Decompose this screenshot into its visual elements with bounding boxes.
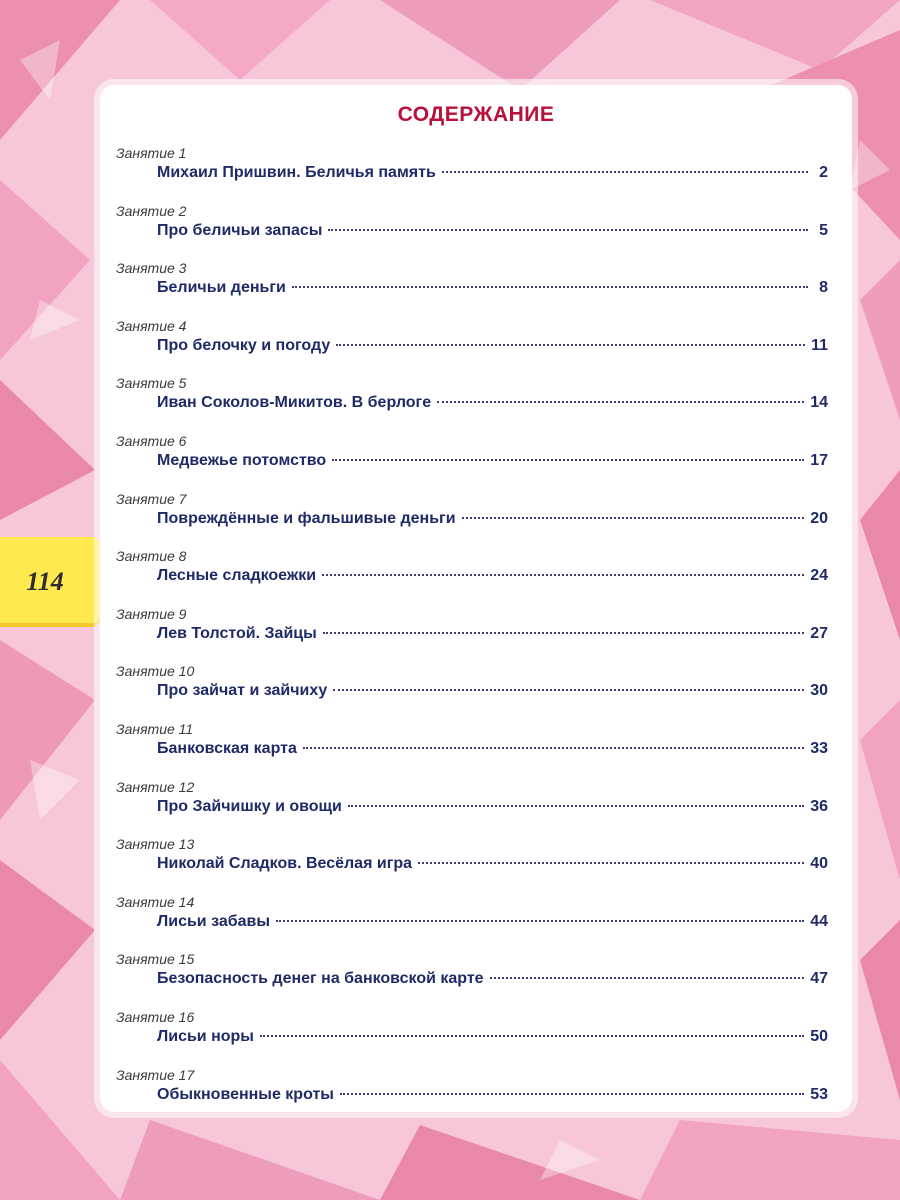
page-reference: 24 [810,567,828,585]
toc-row [157,164,828,182]
toc-row [157,510,828,528]
dot-leader [328,229,808,231]
page-reference: 5 [819,221,828,239]
lesson-title: Повреждённые и фальшивые деньги [157,509,456,527]
lesson-title: Про беличьи запасы [157,221,323,239]
lesson-title: Лисьи норы [157,1027,254,1045]
dot-leader [276,920,804,922]
page-reference: 53 [810,1085,828,1103]
page-reference: 33 [810,739,828,757]
toc-entry[interactable] [100,487,852,545]
lesson-label: Занятие 3 [116,260,187,277]
lesson-title: Беличьи деньги [157,279,286,297]
toc-entry[interactable] [100,775,852,833]
page-reference: 8 [819,279,828,297]
toc-entry[interactable] [100,314,852,372]
contents-title: СОДЕРЖАНИЕ [397,103,555,126]
lesson-title: Медвежье потомство [157,451,327,469]
toc-entry[interactable] [100,602,852,660]
toc-row [157,1086,828,1104]
page-reference: 36 [810,797,828,815]
toc-entry[interactable] [100,947,852,1005]
dot-leader [340,1093,804,1095]
toc-entry[interactable] [100,717,852,775]
contents-panel [100,85,852,1112]
toc-entry[interactable] [100,544,852,602]
lesson-label: Занятие 2 [116,202,187,219]
toc-entry[interactable] [100,890,852,948]
lesson-label: Занятие 4 [116,317,187,334]
dot-leader [490,977,805,979]
page-reference: 30 [810,682,828,700]
dot-leader [336,344,805,346]
toc-row [157,452,828,470]
lesson-title: Про зайчат и зайчиху [157,682,328,700]
toc-entry[interactable] [100,199,852,257]
dot-leader [322,574,804,576]
toc-entry[interactable] [100,1063,852,1121]
contents-list [100,141,852,1120]
dot-leader [442,171,808,173]
lesson-label: Занятие 13 [116,836,195,853]
lesson-label: Занятие 14 [116,893,195,910]
dot-leader [348,805,804,807]
lesson-title: Про белочку и погоду [157,336,331,354]
page-reference: 2 [819,164,828,181]
lesson-label: Занятие 6 [116,432,187,449]
toc-row [157,625,828,643]
toc-entry[interactable] [100,1005,852,1063]
dot-leader [462,517,805,519]
lesson-label: Занятие 8 [116,548,187,565]
page-reference: 50 [810,1027,828,1045]
page-number-tab [0,537,100,627]
toc-row [157,740,828,758]
lesson-label: Занятие 12 [116,778,195,795]
toc-row [157,222,828,240]
lesson-label: Занятие 5 [116,375,187,392]
lesson-title: Лисьи забавы [157,912,270,930]
lesson-title: Николай Сладков. Весёлая игра [157,855,413,873]
toc-entry[interactable] [100,371,852,429]
lesson-title: Лев Толстой. Зайцы [157,624,317,642]
toc-row [157,567,828,585]
lesson-title: Михаил Пришвин. Беличья память [157,164,436,181]
lesson-title: Лесные сладкоежки [157,567,317,585]
page-reference: 47 [810,970,828,988]
page-reference: 27 [810,624,828,642]
toc-row [157,913,828,931]
lesson-title: Безопасность денег на банковской карте [157,970,484,988]
dot-leader [303,747,804,749]
lesson-label: Занятие 11 [116,720,194,737]
lesson-label: Занятие 16 [116,1008,195,1025]
dot-leader [323,632,804,634]
page-reference: 20 [810,509,828,527]
lesson-title: Обыкновенные кроты [157,1085,334,1103]
page-reference: 40 [810,855,828,873]
page-number: 114 [26,567,64,596]
toc-entry[interactable] [100,256,852,314]
toc-row [157,279,828,297]
toc-row [157,970,828,988]
dot-leader [292,286,808,288]
lesson-label: Занятие 10 [116,663,195,680]
lesson-label: Занятие 9 [116,605,187,622]
lesson-title: Про Зайчишку и овощи [157,797,342,815]
toc-row [157,682,828,700]
lesson-title: Иван Соколов-Микитов. В берлоге [157,394,432,412]
dot-leader [418,862,804,864]
toc-row [157,798,828,816]
toc-entry[interactable] [100,832,852,890]
page-reference: 44 [810,912,828,930]
dot-leader [333,689,804,691]
page-reference: 17 [810,451,828,469]
toc-entry[interactable] [100,141,852,199]
dot-leader [260,1035,804,1037]
page-reference: 11 [811,336,828,354]
lesson-title: Банковская карта [157,739,297,757]
toc-row [157,337,828,355]
lesson-label: Занятие 7 [116,490,187,507]
toc-entry[interactable] [100,659,852,717]
toc-row [157,394,828,412]
toc-row [157,1028,828,1046]
lesson-label: Занятие 1 [116,145,187,161]
dot-leader [437,401,804,403]
dot-leader [332,459,804,461]
lesson-label: Занятие 17 [116,1066,195,1083]
toc-row [157,855,828,873]
page-reference: 14 [810,394,828,412]
toc-entry[interactable] [100,429,852,487]
lesson-label: Занятие 15 [116,951,195,968]
